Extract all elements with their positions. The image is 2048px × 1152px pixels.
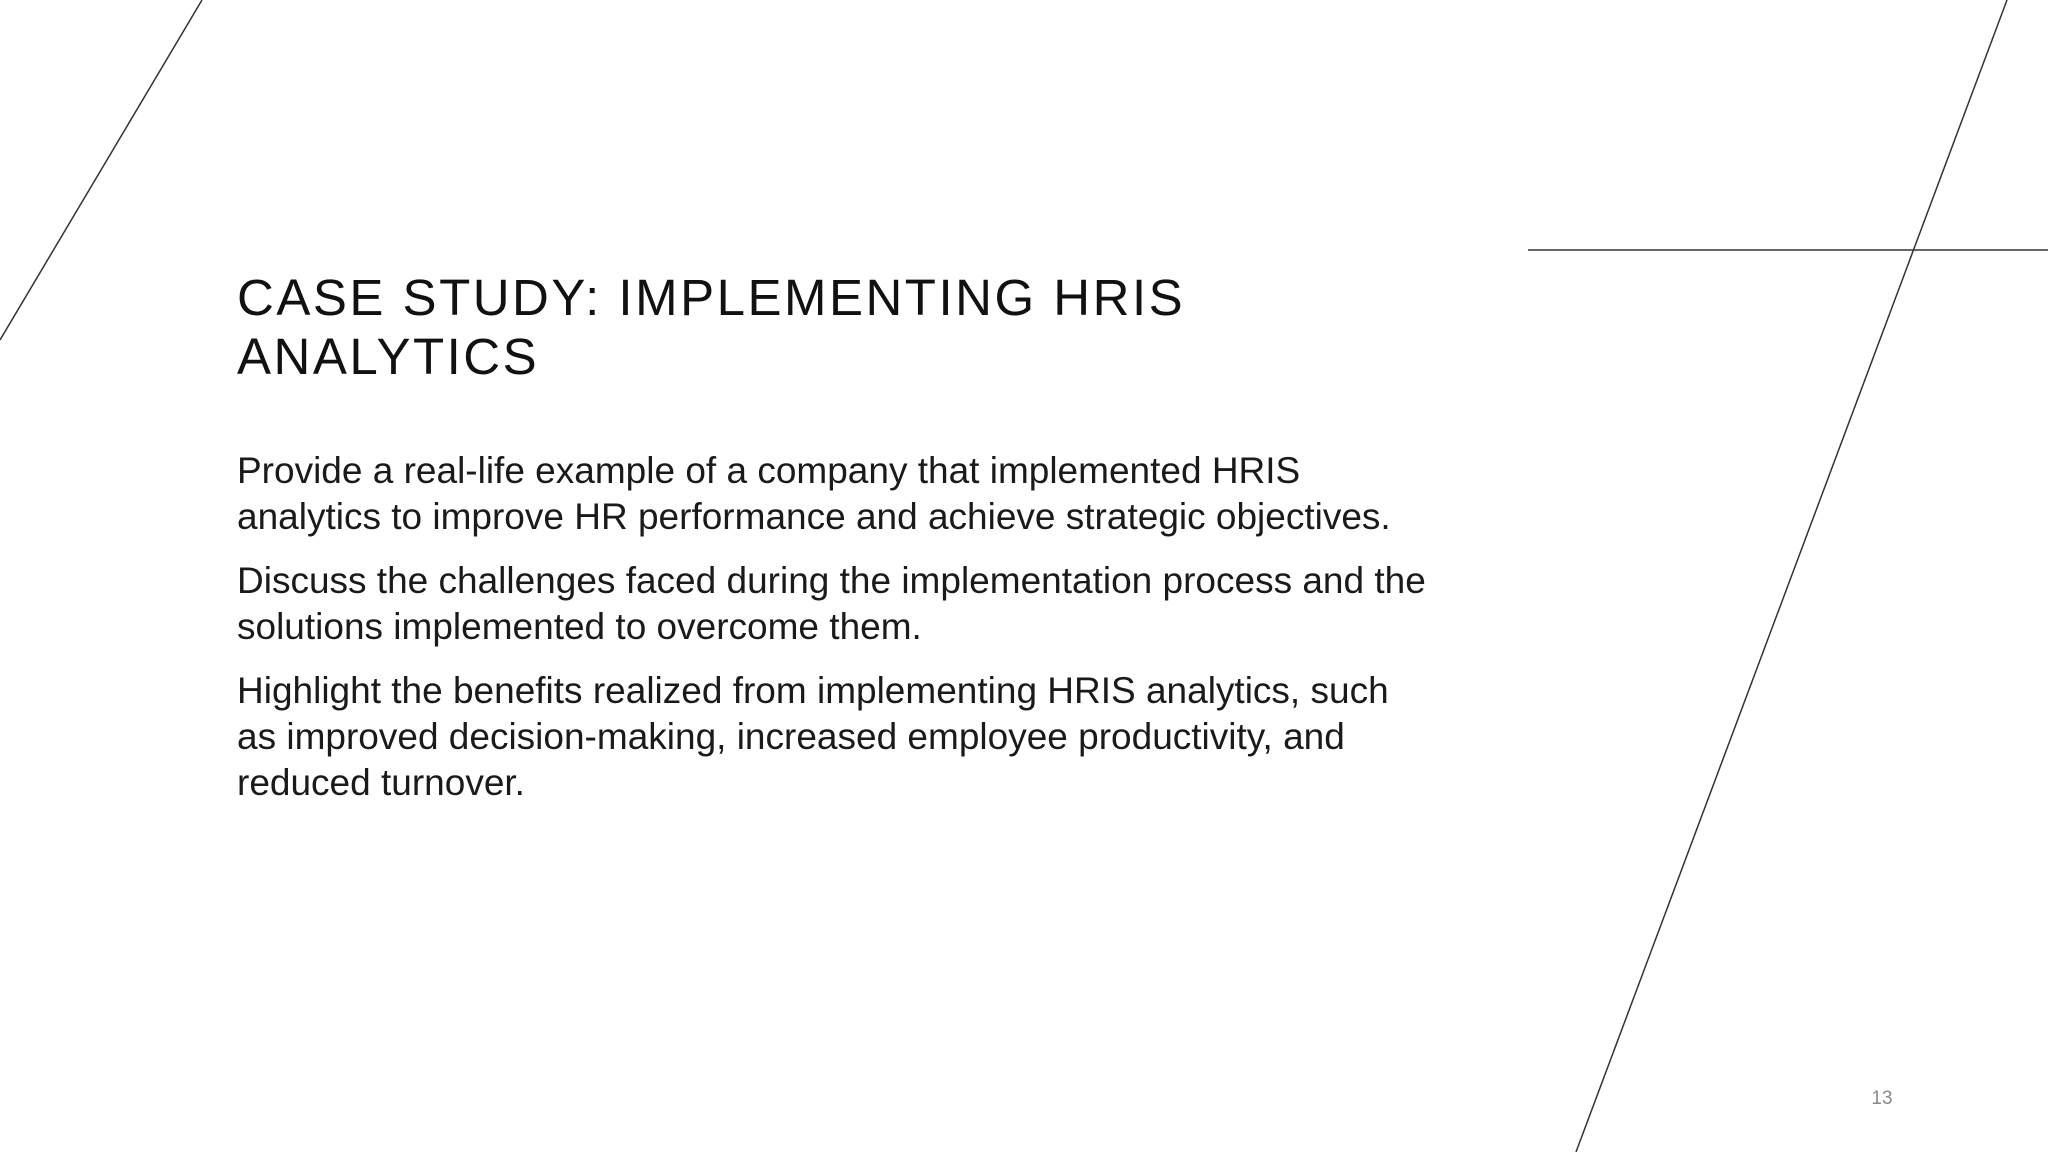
body-text: [237, 448, 1437, 824]
slide-title: CASE STUDY: IMPLEMENTING HRIS ANALYTICS: [237, 269, 1186, 385]
page-number: 13: [1871, 1088, 1893, 1109]
paragraph-challenges: Discuss the challenges faced during the implementation process and the solutions implemented to overcome them.: [237, 560, 1426, 647]
right-diagonal-line: [1576, 0, 2007, 1152]
paragraph-benefits: Highlight the benefits realized from implementing HRIS analytics, such as improved decision-making, increased employee productivity, and reduced turnover.: [237, 670, 1389, 803]
top-left-diagonal-line: [0, 0, 202, 340]
paragraph-example: Provide a real-life example of a company that implemented HRIS analytics to improve HR performance and achieve strategic objectives.: [237, 450, 1391, 537]
